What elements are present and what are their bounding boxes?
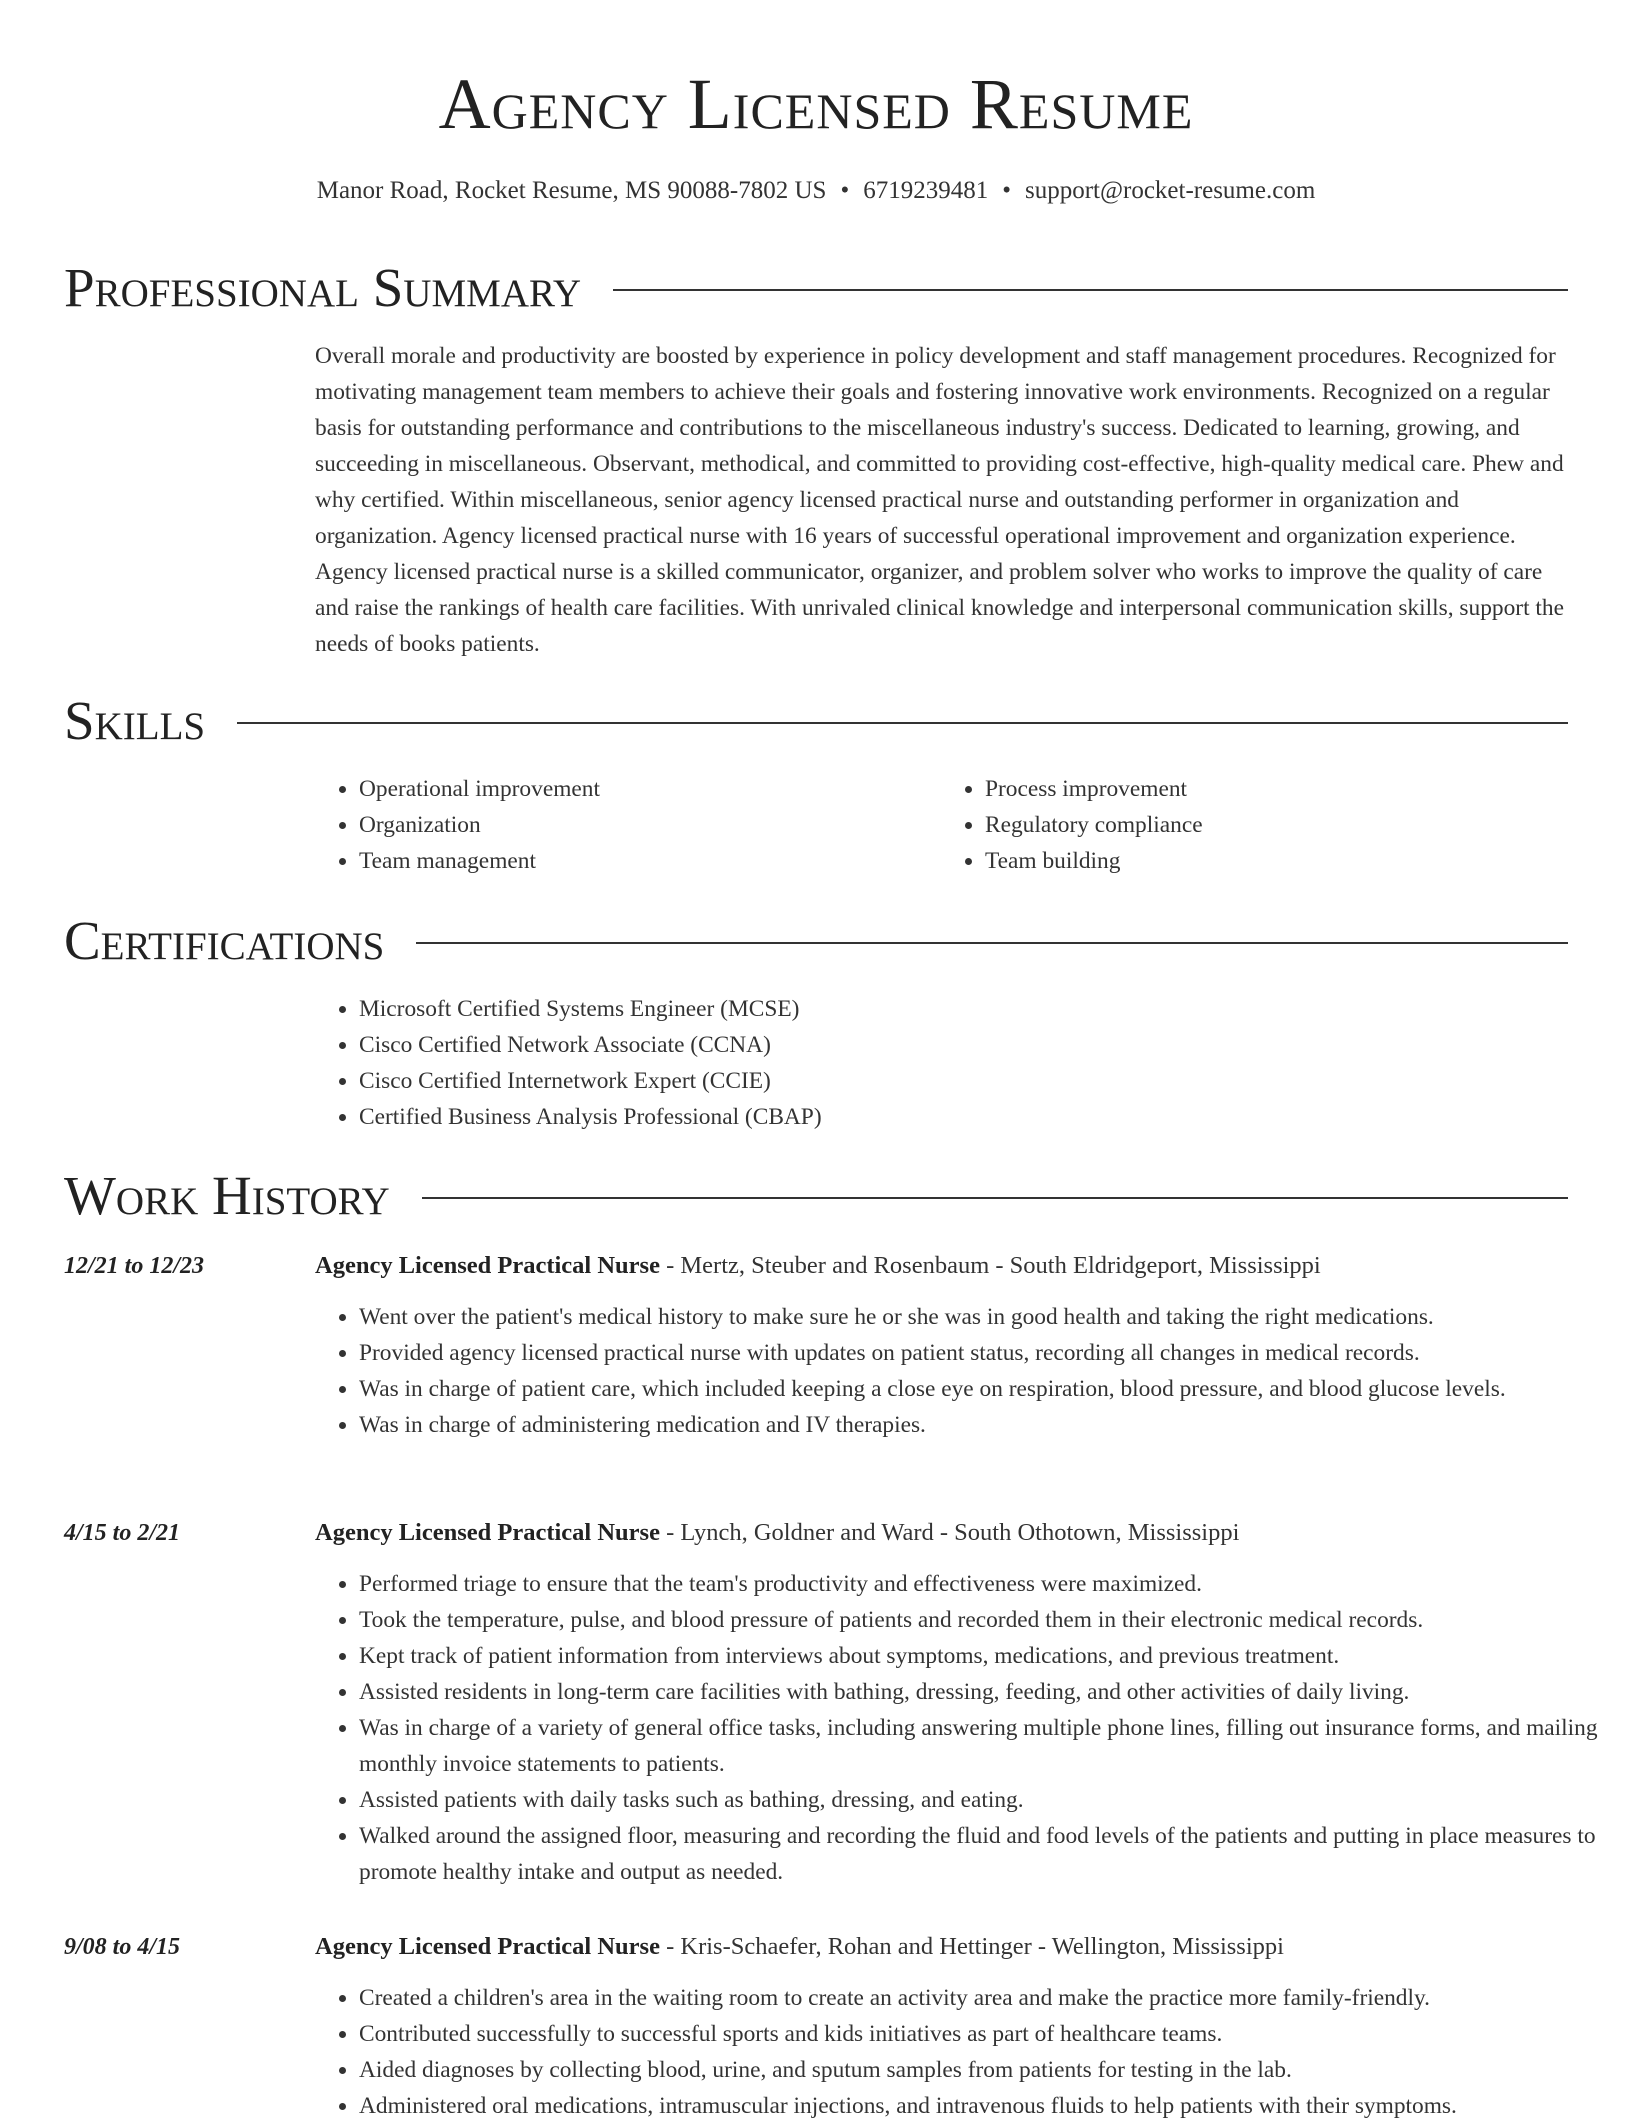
job-employer: - Mertz, Steuber and Rosenbaum - South Eldridgeport, Mississippi [659, 1252, 1321, 1279]
skill-item: • Regulatory compliance [985, 807, 1567, 843]
section-header-summary [64, 255, 1568, 321]
section-title: Certifications [64, 910, 385, 971]
section-divider [416, 942, 1568, 944]
section-header-work-history [64, 1163, 1568, 1229]
job-bullet: • Was in charge of patient care, which included keeping a close eye on respiration, blood pressure, and blood glucose levels. [359, 1371, 1611, 1407]
job-bullet: • Was in charge of a variety of general office tasks, including answering multiple phone lines, filling out insurance forms, and mailing monthly invoice statements to patients. [359, 1710, 1611, 1782]
section-divider [613, 289, 1568, 291]
job-heading [315, 1930, 1567, 1964]
section-title: Work History [64, 1165, 390, 1226]
summary-text: Overall morale and productivity are boosted by experience in policy development and staff management procedures. Recognized for motivating management team members to achieve their goals and fostering innovative work environments. Recognized on a regular basis for outstanding performance and contributions to the miscellaneous industry's success. Dedicated to learning, growing, and succeeding in miscellaneous. Observant, methodical, and committed to providing cost-effective, high-quality medical care. Phew and why certified. Within miscellaneous, senior agency licensed practical nurse and outstanding performer in organization and organization. Agency licensed practical nurse with 16 years of successful operational improvement and organization experience. Agency licensed practical nurse is a skilled communicator, organizer, and problem solver who works to improve the quality of care and raise the rankings of health care facilities. With unrivaled clinical knowledge and interpersonal communication skills, support the needs of books patients. [315, 343, 1564, 657]
resume-name: Agency Licensed Resume [438, 64, 1194, 144]
job-bullet: • Performed triage to ensure that the team's productivity and effectiveness were maximized. [359, 1566, 1611, 1602]
contact-email: support@rocket-resume.com [1024, 177, 1316, 204]
job-bullet: • Administered oral medications, intramuscular injections, and intravenous fluids to help patients with their symptoms. [359, 2088, 1611, 2124]
skill-item: • Process improvement [985, 771, 1567, 807]
job-dates: 9/08 to 4/15 [64, 1934, 181, 1960]
job-dates: 4/15 to 2/21 [64, 1520, 181, 1546]
job-bullet: • Walked around the assigned floor, measuring and recording the fluid and food levels of the patients and putting in place measures to promote healthy intake and output as needed. [359, 1818, 1611, 1890]
skill-item: • Organization [359, 807, 941, 843]
skill-item: • Team management [359, 843, 941, 879]
section-divider [237, 722, 1568, 724]
job-bullet: • Went over the patient's medical history to make sure he or she was in good health and taking the right medications. [359, 1299, 1611, 1335]
job-bullets [315, 1980, 1611, 2124]
job-bullet: • Kept track of patient information from interviews about symptoms, medications, and previous treatment. [359, 1638, 1611, 1674]
job-bullet: • Contributed successfully to successful sports and kids initiatives as part of healthcare teams. [359, 2016, 1611, 2052]
section-title: Professional Summary [64, 257, 582, 318]
skills-column-left [315, 771, 941, 879]
job-bullets [315, 1566, 1611, 1890]
contact-line [0, 174, 1632, 208]
job-bullet: • Took the temperature, pulse, and blood pressure of patients and recorded them in their electronic medical records. [359, 1602, 1611, 1638]
certification-item: • Cisco Certified Network Associate (CCNA) [359, 1027, 1567, 1063]
contact-phone: 6719239481 [863, 177, 989, 204]
job-bullet: • Provided agency licensed practical nurse with updates on patient status, recording all changes in medical records. [359, 1335, 1611, 1371]
section-header-certifications [64, 908, 1568, 974]
job-bullet: • Aided diagnoses by collecting blood, urine, and sputum samples from patients for testing in the lab. [359, 2052, 1611, 2088]
job-title: Agency Licensed Practical Nurse [315, 1519, 660, 1546]
certification-item: • Certified Business Analysis Professional (CBAP) [359, 1099, 1567, 1135]
section-header-skills [64, 688, 1568, 754]
skill-item: • Team building [985, 843, 1567, 879]
job-bullet: • Created a children's area in the waiting room to create an activity area and make the practice more family-friendly. [359, 1980, 1611, 2016]
contact-separator: • [840, 177, 850, 204]
job-heading [315, 1516, 1567, 1550]
certification-item: • Microsoft Certified Systems Engineer (MCSE) [359, 991, 1567, 1027]
section-divider [422, 1197, 1568, 1199]
job-title: Agency Licensed Practical Nurse [315, 1252, 660, 1279]
job-bullet: • Assisted residents in long-term care facilities with bathing, dressing, feeding, and other activities of daily living. [359, 1674, 1611, 1710]
certification-item: • Cisco Certified Internetwork Expert (CCIE) [359, 1063, 1567, 1099]
contact-separator: • [1002, 177, 1011, 204]
job-heading [315, 1249, 1567, 1283]
contact-address: Manor Road, Rocket Resume, MS 90088-7802 US [316, 177, 827, 204]
section-title: Skills [64, 690, 206, 751]
job-employer: - Kris-Schaefer, Rohan and Hettinger - Wellington, Mississippi [659, 1933, 1284, 1960]
job-title: Agency Licensed Practical Nurse [315, 1933, 660, 1960]
skills-column-right [941, 771, 1567, 879]
job-bullet: • Was in charge of administering medication and IV therapies. [359, 1407, 1611, 1443]
job-bullets [315, 1299, 1611, 1443]
skill-item: • Operational improvement [359, 771, 941, 807]
skills-list [315, 771, 1567, 879]
job-dates: 12/21 to 12/23 [64, 1253, 205, 1279]
certifications-list [315, 991, 1567, 1135]
job-bullet: • Assisted patients with daily tasks such as bathing, dressing, and eating. [359, 1782, 1611, 1818]
job-employer: - Lynch, Goldner and Ward - South Othotown, Mississippi [659, 1519, 1240, 1546]
